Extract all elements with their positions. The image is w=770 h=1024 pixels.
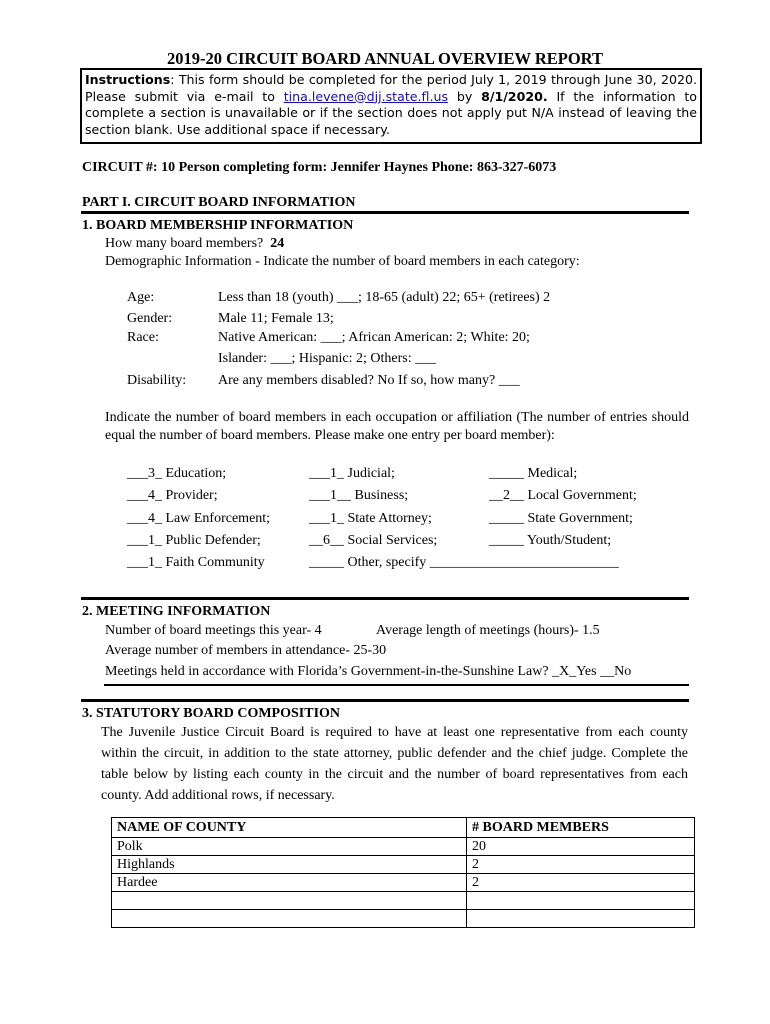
occ-public-defender: ___1_ Public Defender;: [127, 533, 261, 548]
header-board-members: # BOARD MEMBERS: [467, 818, 695, 838]
occ-medical: _____ Medical;: [489, 466, 578, 481]
demographic-intro: Demographic Information - Indicate the number of board members in each category:: [105, 254, 580, 269]
disability-label: Disability:: [127, 373, 187, 388]
table-header-row: [112, 818, 695, 838]
instructions-box: [80, 68, 702, 144]
county-members: [467, 892, 695, 910]
section-3-heading: 3. STATUTORY BOARD COMPOSITION: [82, 706, 341, 721]
county-name: [112, 892, 467, 910]
section-2-heading: 2. MEETING INFORMATION: [82, 604, 271, 619]
table-row: [112, 874, 695, 892]
section-rule: [104, 684, 689, 686]
attendance: Average number of members in attendance- 25-30: [105, 643, 387, 658]
board-members-question: [105, 236, 284, 252]
occ-business: ___1__ Business;: [309, 488, 409, 503]
county-table: [111, 817, 695, 928]
county-name: Highlands: [112, 856, 467, 874]
board-members-label: How many board members?: [105, 236, 264, 251]
race-value-2: Islander: ___; Hispanic: 2; Others: ___: [218, 351, 437, 366]
occ-law-enforcement: ___4_ Law Enforcement;: [127, 511, 271, 526]
meetings-count: Number of board meetings this year- 4: [105, 623, 322, 638]
instructions-text-2: by: [448, 88, 482, 104]
table-row: [112, 910, 695, 928]
table-row: [112, 838, 695, 856]
occ-faith-community: ___1_ Faith Community: [127, 555, 265, 570]
circuit-line: CIRCUIT #: 10 Person completing form: Jennifer Haynes Phone: 863-327-6073: [82, 160, 557, 175]
race-label: Race:: [127, 330, 159, 345]
occ-youth-student: _____ Youth/Student;: [489, 533, 612, 548]
county-members: [467, 910, 695, 928]
gender-value: Male 11; Female 13;: [218, 311, 334, 326]
occupation-instructions: Indicate the number of board members in each occupation or affiliation (The number of entries should equal the number of board members. Please make one entry per board member):: [105, 410, 689, 443]
instructions-text-1: : This form should be completed for the period July 1, 2019 through June 30, 2020. Please submit via e-mail to: [85, 72, 697, 104]
section-1-heading: 1. BOARD MEMBERSHIP INFORMATION: [82, 218, 354, 233]
section-rule: [81, 211, 689, 214]
page-title: 2019-20 CIRCUIT BOARD ANNUAL OVERVIEW REPORT: [167, 49, 603, 68]
county-members: 2: [467, 874, 695, 892]
occ-social-services: __6__ Social Services;: [309, 533, 438, 548]
section-rule: [81, 699, 689, 702]
county-name: [112, 910, 467, 928]
age-value: Less than 18 (youth) ___; 18-65 (adult) 22; 65+ (retirees) 2: [218, 290, 551, 305]
sunshine-law: Meetings held in accordance with Florida’s Government-in-the-Sunshine Law? _X_Yes __No: [105, 664, 632, 679]
occ-state-government: _____ State Government;: [489, 511, 633, 526]
occ-state-attorney: ___1_ State Attorney;: [309, 511, 432, 526]
race-value-1: Native American: ___; African American: 2; White: 20;: [218, 330, 530, 345]
header-county: NAME OF COUNTY: [112, 818, 467, 838]
board-members-count: 24: [270, 236, 285, 251]
table-row: [112, 892, 695, 910]
occ-local-government: __2__ Local Government;: [489, 488, 637, 503]
occ-provider: ___4_ Provider;: [127, 488, 218, 503]
county-name: Hardee: [112, 874, 467, 892]
occ-judicial: ___1_ Judicial;: [309, 466, 395, 481]
occ-education: ___3_ Education;: [127, 466, 227, 481]
deadline: 8/1/2020.: [481, 88, 548, 104]
county-name: Polk: [112, 838, 467, 856]
instructions-label: Instructions: [85, 72, 171, 87]
table-row: [112, 856, 695, 874]
part-1-heading: PART I. CIRCUIT BOARD INFORMATION: [82, 195, 356, 210]
instructions-text-3: If the information to complete a section is unavailable or if the section does not apply put N/A instead of leaving the section blank. Use additional space if necessary.: [85, 88, 697, 137]
county-members: 20: [467, 838, 695, 856]
gender-label: Gender:: [127, 311, 173, 326]
section-rule: [81, 597, 689, 600]
occ-other: _____ Other, specify ___________________________: [309, 555, 619, 570]
meeting-length: Average length of meetings (hours)- 1.5: [376, 623, 600, 638]
county-members: 2: [467, 856, 695, 874]
email-link[interactable]: tina.levene@djj.state.fl.us: [283, 88, 449, 104]
statutory-composition-text: The Juvenile Justice Circuit Board is required to have at least one representative from each county within the circuit, in addition to the state attorney, public defender and the chief judge. Complete the table below by listing each county in the circuit and the number of board representatives from each county. Add additional rows, if necessary.: [101, 725, 688, 803]
age-label: Age:: [127, 290, 155, 305]
disability-value: Are any members disabled? No If so, how many? ___: [218, 373, 520, 388]
